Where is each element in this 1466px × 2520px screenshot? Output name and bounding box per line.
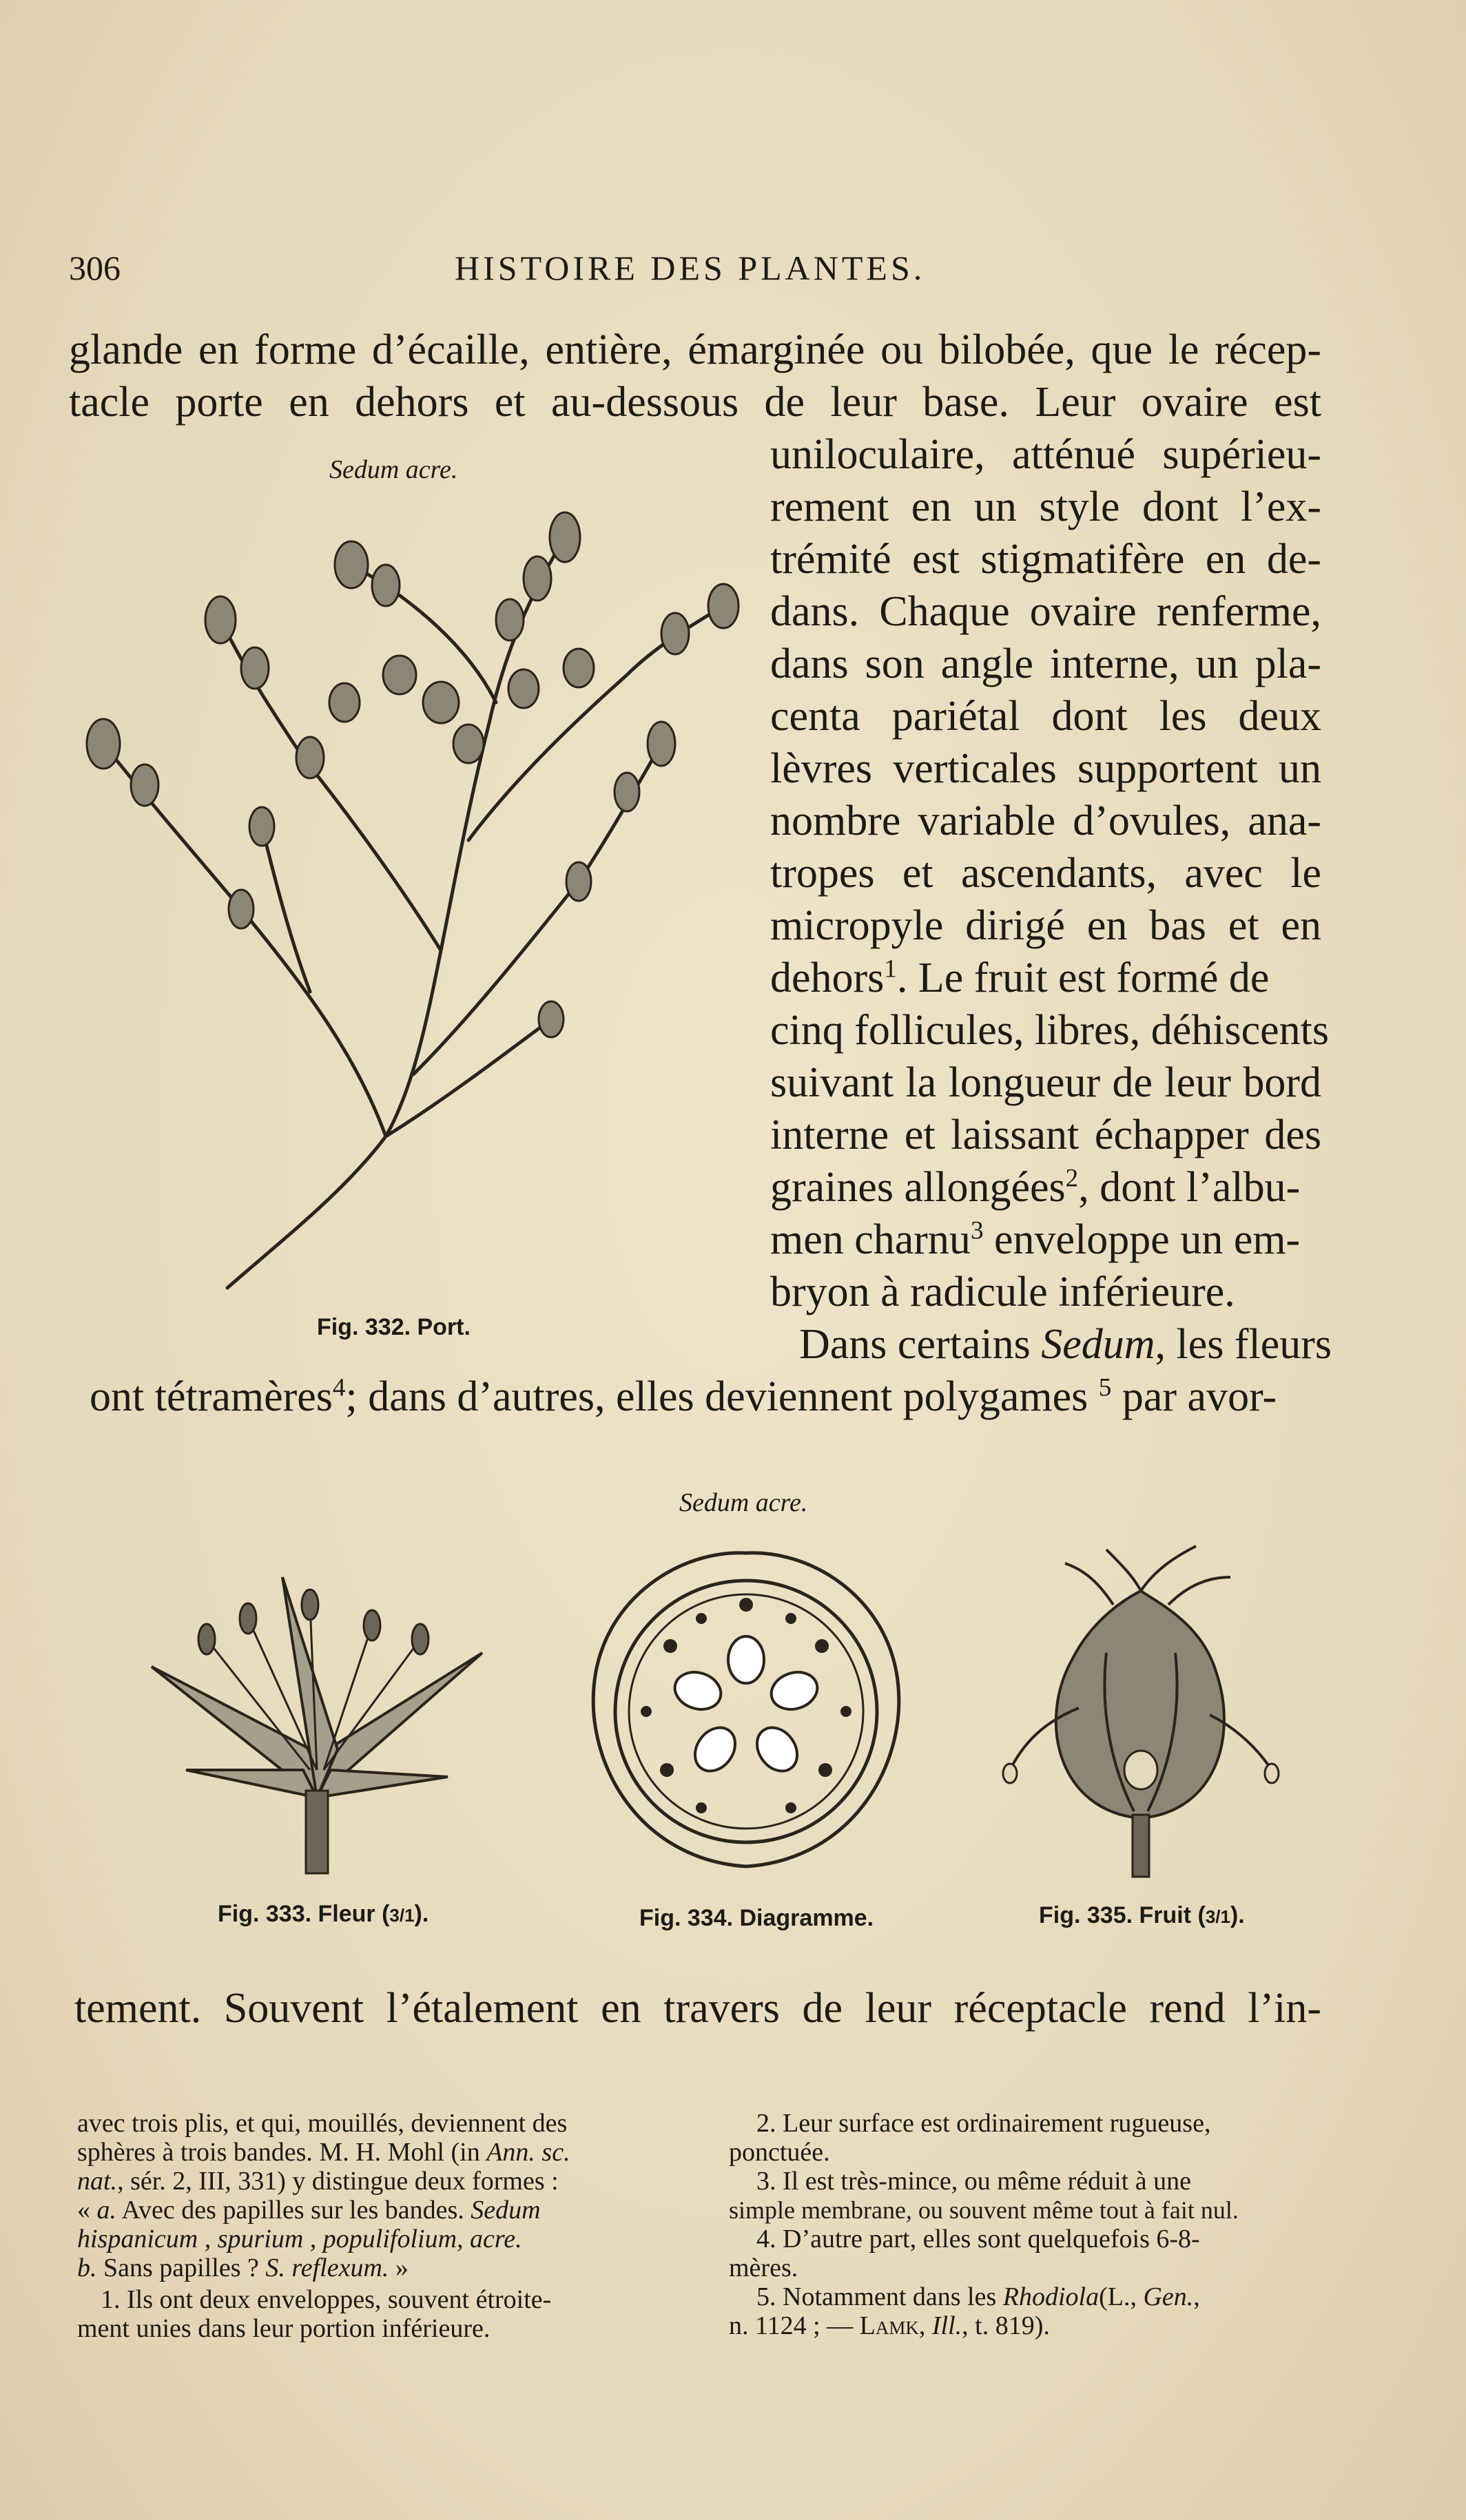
text-line-11: tropes et ascendants, avec le (770, 850, 1321, 897)
footnote-line (77, 2225, 522, 2253)
text-segment: ont tétramères (90, 1373, 333, 1420)
page-number: 306 (69, 249, 121, 287)
footnote-line: simple membrane, ou souvent même tout à fait nul. (729, 2196, 1239, 2224)
journal-title: nat. (77, 2167, 118, 2196)
footnote-line (77, 2196, 541, 2225)
text-line-2: tacle porte en dehors et au-dessous de leur base. Leur ovaire est (69, 379, 1321, 426)
fig-335-caption (1039, 1902, 1245, 1929)
text-line-9: lèvres verticales supportent un (770, 745, 1321, 792)
text-segment: dehors (770, 955, 885, 1001)
footnote-ref-3[interactable]: 3 (970, 1216, 984, 1245)
caption-text: Fig. 333. Fleur ( (218, 1901, 390, 1927)
text-segment: par avor- (1111, 1373, 1277, 1420)
species-name: S. reflexum. (265, 2253, 389, 2282)
text-line-18 (770, 1214, 1321, 1266)
text-segment: . Le fruit est formé de (896, 955, 1270, 1001)
text-segment: sphères à trois bandes. M. H. Mohl (in (77, 2138, 487, 2167)
footnote-line: mères. (729, 2253, 798, 2282)
text-segment: Avec des papilles sur les bandes. (116, 2196, 471, 2225)
text-segment: , dont l’albu- (1078, 1164, 1301, 1211)
text-segment: , les fleurs (1155, 1321, 1332, 1368)
journal-title: Ann. sc. (486, 2138, 570, 2167)
fig-334-caption: Fig. 334. Diagramme. (639, 1905, 874, 1931)
magnification: 3/1 (1205, 1906, 1230, 1927)
footnote-ref-1[interactable]: 1 (884, 955, 897, 983)
text-segment: , (918, 2311, 932, 2340)
footnote-3: 3. Il est très-mince, ou même réduit à une (756, 2167, 1192, 2196)
text-segment: « (77, 2196, 97, 2225)
text-line-1: glande en forme d’écaille, entière, émarginée ou bilobée, que le récep- (69, 326, 1321, 373)
floral-diagram-illustration (584, 1543, 908, 1880)
book-title: Gen. (1143, 2282, 1194, 2311)
footnote-5 (756, 2282, 1200, 2311)
footnote-line (77, 2138, 570, 2167)
book-title: Ill. (931, 2311, 962, 2340)
fig-332-caption: Fig. 332. Port. (317, 1314, 471, 1340)
text-line-13 (770, 952, 1321, 1004)
text-segment: Sans papilles ? (96, 2253, 266, 2282)
text-line-14: cinq follicules, libres, déhiscents (770, 1007, 1329, 1054)
text-segment: a. (96, 2196, 116, 2225)
text-segment: Dans certains (799, 1321, 1042, 1368)
text-segment: men charnu (770, 1216, 971, 1263)
footnote-1: 1. Ils ont deux enveloppes, souvent étroite- (101, 2285, 552, 2314)
footnote-ref-5[interactable]: 5 (1098, 1373, 1112, 1402)
caption-text: ). (1230, 1902, 1245, 1928)
text-segment: , t. 819). (962, 2311, 1050, 2340)
footnote-line: ponctuée. (729, 2138, 830, 2167)
genus-name: Rhodiola (1002, 2282, 1100, 2311)
footnote-ref-2[interactable]: 2 (1065, 1164, 1079, 1193)
text-line-4: rement en un style dont l’ex- (770, 483, 1321, 530)
fig-333-caption (218, 1901, 429, 1928)
page-header (69, 248, 1323, 296)
footnote-ref-4[interactable]: 4 (332, 1373, 346, 1402)
species-names: hispanicum , spurium , populifolium, acre. (77, 2225, 522, 2253)
text-line-5: trémité est stigmatifère en de- (770, 536, 1321, 583)
footnote-line (77, 2167, 559, 2196)
footnote-line: avec trois plis, et qui, mouillés, deviennent des (77, 2109, 568, 2138)
text-segment: graines allongées (770, 1164, 1066, 1211)
text-segment: 5. Notamment dans les (756, 2282, 1003, 2311)
text-line-6: dans. Chaque ovaire renferme, (770, 588, 1321, 635)
caption-text: Fig. 335. Fruit ( (1039, 1902, 1206, 1928)
author-name: Lamk (859, 2311, 919, 2340)
running-title: HISTOIRE DES PLANTES. (455, 249, 926, 287)
footnote-2: 2. Leur surface est ordinairement rugueuse, (756, 2109, 1211, 2138)
text-segment: » (389, 2253, 409, 2282)
text-line-7: dans son angle interne, un pla- (770, 641, 1321, 687)
species-name: Sedum (471, 2196, 541, 2225)
text-line-12: micropyle dirigé en bas et en (770, 902, 1321, 949)
caption-text: ). (414, 1901, 429, 1927)
footnote-line (77, 2253, 409, 2282)
text-line-20 (799, 1318, 1332, 1371)
text-line-19: bryon à radicule inférieure. (770, 1269, 1235, 1315)
genus-name: Sedum (1041, 1321, 1155, 1368)
text-segment: n. 1124 ; — (729, 2311, 860, 2340)
text-line-17 (770, 1161, 1321, 1214)
sedum-plant-illustration (83, 496, 744, 1302)
footnote-line (729, 2311, 1050, 2340)
text-line-22: tement. Souvent l’étalement en travers de leur réceptacle rend l’in- (74, 1985, 1321, 2032)
text-segment: , (1193, 2282, 1200, 2311)
sedum-flower-illustration (145, 1563, 489, 1880)
text-segment: enveloppe un em- (983, 1216, 1301, 1263)
text-line-8: centa pariétal dont les deux (770, 693, 1321, 740)
text-line-10: nombre variable d’ovules, ana- (770, 798, 1321, 844)
text-line-16: interne et laissant échapper des (770, 1112, 1321, 1158)
sedum-fruit-illustration (996, 1543, 1286, 1880)
plant-caption-top: Sedum acre. (329, 455, 458, 484)
text-line-21 (90, 1371, 1321, 1423)
text-segment: ; dans d’autres, elles deviennent polygames (345, 1373, 1088, 1420)
footnote-line: ment unies dans leur portion inférieure. (77, 2314, 491, 2343)
text-segment: (L., (1099, 2282, 1144, 2311)
text-line-3: uniloculaire, atténué supérieu- (770, 431, 1321, 478)
plant-caption-mid: Sedum acre. (679, 1488, 808, 1517)
magnification: 3/1 (389, 1905, 415, 1926)
footnote-4: 4. D’autre part, elles sont quelquefois 6-8- (756, 2225, 1200, 2253)
text-segment: b. (77, 2253, 97, 2282)
text-segment: , sér. 2, III, 331) y distingue deux formes : (117, 2167, 559, 2196)
text-line-15: suivant la longueur de leur bord (770, 1059, 1321, 1106)
